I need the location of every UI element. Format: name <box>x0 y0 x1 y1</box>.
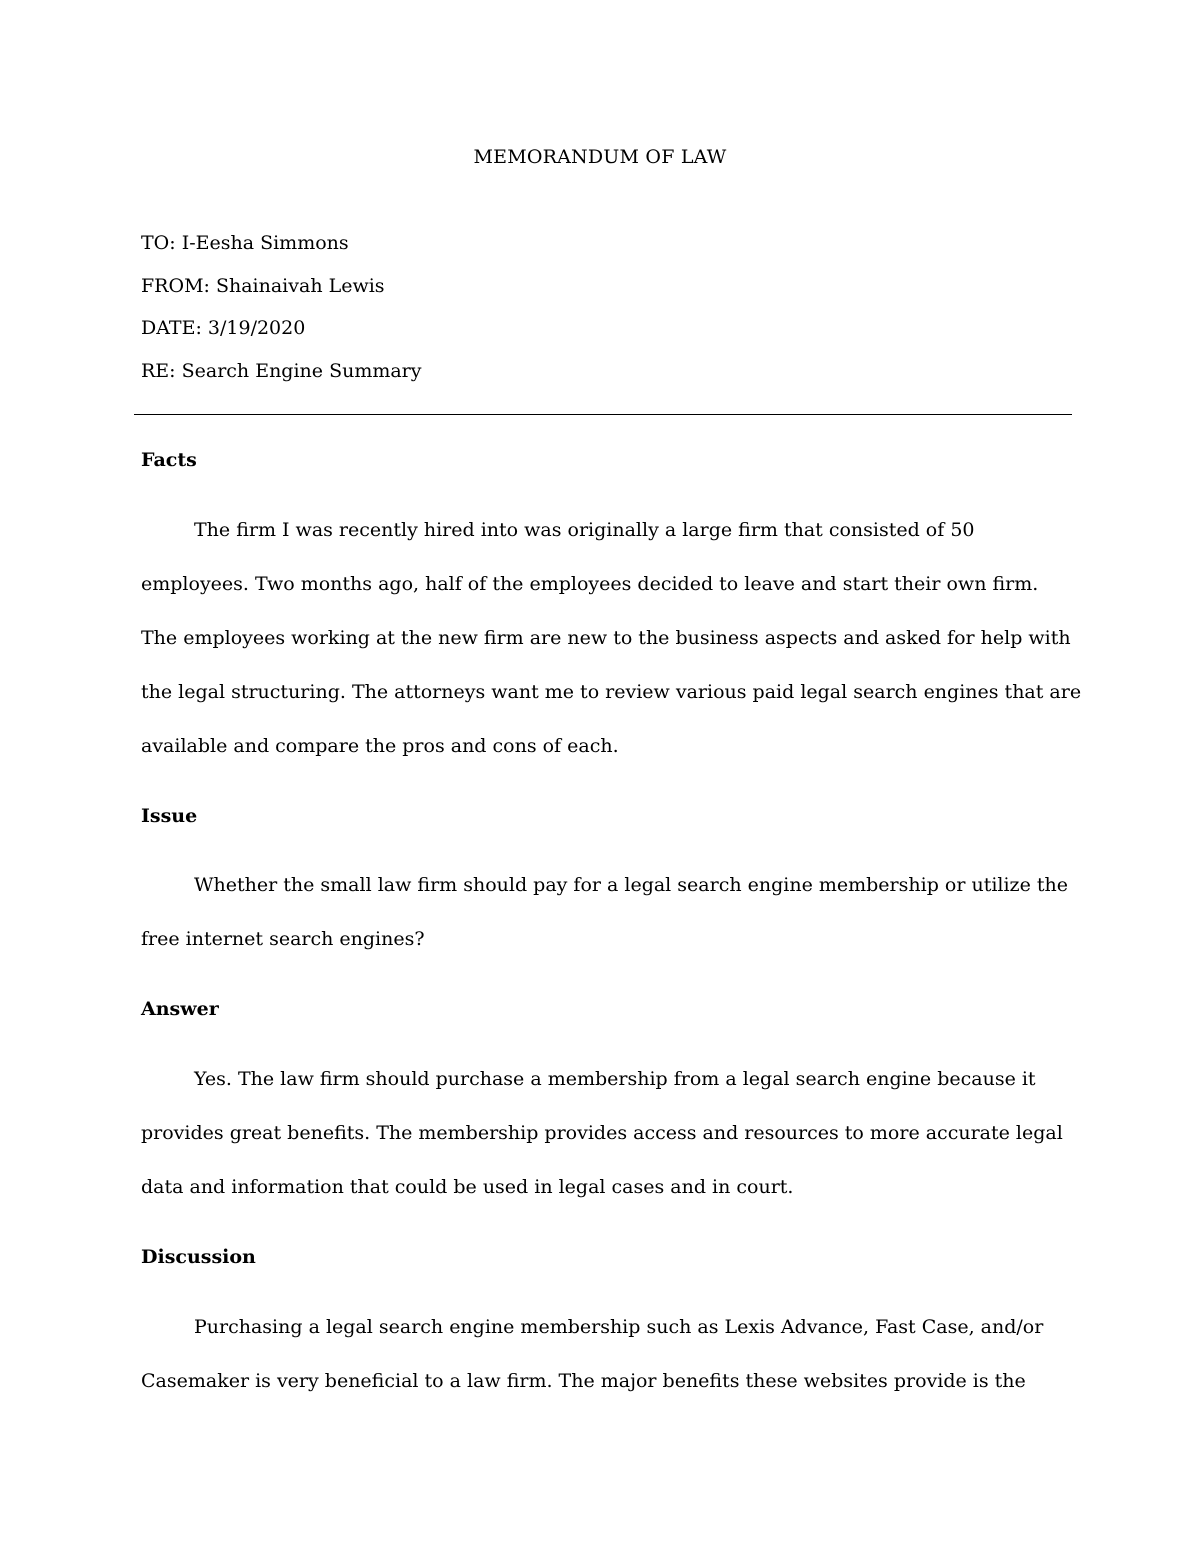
memo-title: MEMORANDUM OF LAW <box>473 146 727 168</box>
facts-line: the legal structuring. The attorneys want me to review various paid legal search engines that are <box>141 681 1082 703</box>
discussion-line: Purchasing a legal search engine membership such as Lexis Advance, Fast Case, and/or <box>194 1316 1044 1338</box>
memo-from-line: FROM: Shainaivah Lewis <box>141 275 385 297</box>
memo-re-line: RE: Search Engine Summary <box>141 360 422 382</box>
facts-line: The firm I was recently hired into was originally a large firm that consisted of 50 <box>194 519 975 541</box>
discussion-line: Casemaker is very beneficial to a law firm. The major benefits these websites provide is the <box>141 1370 1026 1392</box>
issue-line: free internet search engines? <box>141 928 425 950</box>
facts-line: available and compare the pros and cons of each. <box>141 735 619 757</box>
discussion-heading: Discussion <box>141 1246 256 1268</box>
issue-line: Whether the small law firm should pay for a legal search engine membership or utilize the <box>194 874 1068 896</box>
memo-to-line: TO: I-Eesha Simmons <box>141 232 349 254</box>
answer-line: data and information that could be used in legal cases and in court. <box>141 1176 794 1198</box>
answer-line: Yes. The law firm should purchase a membership from a legal search engine because it <box>194 1068 1036 1090</box>
answer-line: provides great benefits. The membership provides access and resources to more accurate legal <box>141 1122 1063 1144</box>
answer-heading: Answer <box>141 998 219 1020</box>
facts-line: The employees working at the new firm are new to the business aspects and asked for help with <box>141 627 1071 649</box>
memo-date-line: DATE: 3/19/2020 <box>141 317 306 339</box>
facts-heading: Facts <box>141 449 197 471</box>
facts-line: employees. Two months ago, half of the employees decided to leave and start their own firm. <box>141 573 1039 595</box>
header-divider <box>134 414 1072 415</box>
issue-heading: Issue <box>141 805 198 827</box>
